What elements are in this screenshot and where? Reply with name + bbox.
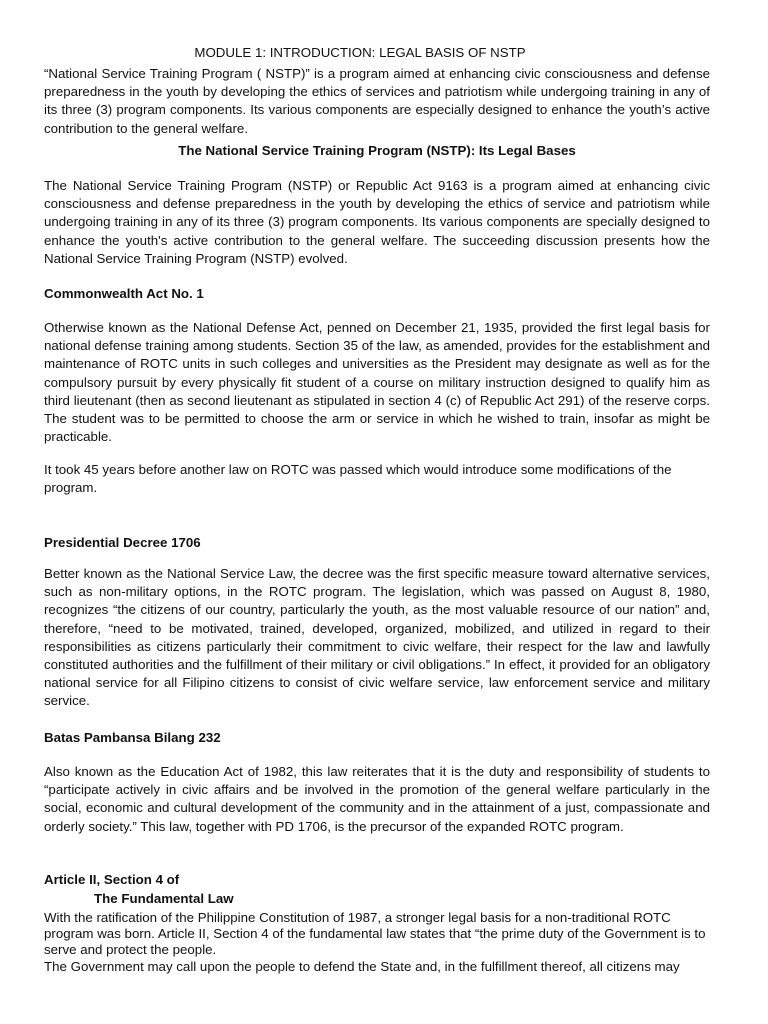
intro-paragraph: “National Service Training Program ( NSTP)” is a program aimed at enhancing civic consciousness and defense preparedness in the youth by developing the ethics of services and patriotism while undergoing training in any of its three (3) program components. Its various components are especially designed to enhance the youth’s active contribution to the general welfare.: [44, 66, 710, 136]
section-subheading-fundamental-law: The Fundamental Law: [94, 891, 234, 906]
module-title: MODULE 1: INTRODUCTION: LEGAL BASIS OF NSTP: [194, 45, 526, 60]
legal-bases-subtitle: The National Service Training Program (NSTP): Its Legal Bases: [178, 143, 576, 158]
rotc-modifications-paragraph: It took 45 years before another law on ROTC was passed which would introduce some modifications of the program.: [44, 462, 672, 496]
section-heading-article-ii: Article II, Section 4 of: [44, 872, 180, 887]
section-heading-pd-1706: Presidential Decree 1706: [44, 535, 201, 550]
section-heading-bp-232: Batas Pambansa Bilang 232: [44, 730, 221, 745]
pd-1706-paragraph: Better known as the National Service Law, the decree was the first specific measure toward alternative services, such as non-military options, in the ROTC program. The legislation, which was passed on August 8, 1980, recognizes “the citizens of our country, particularly the youth, as the most valuable resource of our nation” and, therefore, “need to be motivated, trained, developed, organized, mobilized, and utilized in regard to their responsibilities as citizens particularly their commitment to civic welfare, their respect for the law and lawfully constituted authorities and the fulfillment of their military or civil obligations.” In effect, it provided for an obligatory national service for all Filipino citizens to consist of civic welfare service, law enforcement service and military service.: [44, 566, 710, 709]
commonwealth-act-paragraph: Otherwise known as the National Defense Act, penned on December 21, 1935, provided the first legal basis for national defense training among students. Section 35 of the law, as amended, provides for the establishment and maintenance of ROTC units in such colleges and universities as the President may designate as well as for the compulsory pursuit by every physically fit student of a course on military instruction designed to qualify him as third lieutenant (then as second lieutenant as stipulated in section 4 (c) of Republic Act 291) of the reserve corps. The student was to be permitted to choose the arm or service in which he wished to train, insofar as might be practicable.: [44, 320, 710, 445]
nstp-paragraph: The National Service Training Program (NSTP) or Republic Act 9163 is a program aimed at enhancing civic consciousness and defense preparedness in the youth by developing the ethics of service and patriotism while undergoing training in any of its three (3) program components. Its various components are specially designed to enhance the youth's active contribution to the general welfare. The succeeding discussion presents how the National Service Training Program (NSTP) evolved.: [44, 178, 710, 266]
section-heading-commonwealth-act: Commonwealth Act No. 1: [44, 286, 204, 301]
article-ii-paragraph: With the ratification of the Philippine Constitution of 1987, a stronger legal basis for a non-traditional ROTC program was born. Article II, Section 4 of the fundamental law states that “the prime duty of the Government is to serve and protect the people.: [44, 910, 706, 958]
article-ii-continuation-paragraph: The Government may call upon the people to defend the State and, in the fulfillment thereof, all citizens may: [44, 959, 680, 974]
bp-232-paragraph: Also known as the Education Act of 1982, this law reiterates that it is the duty and responsibility of students to “participate actively in civic affairs and be involved in the promotion of the general welfare particularly in the social, economic and cultural development of the community and in the attainment of a just, compassionate and orderly society.” This law, together with PD 1706, is the precursor of the expanded ROTC program.: [44, 764, 710, 834]
